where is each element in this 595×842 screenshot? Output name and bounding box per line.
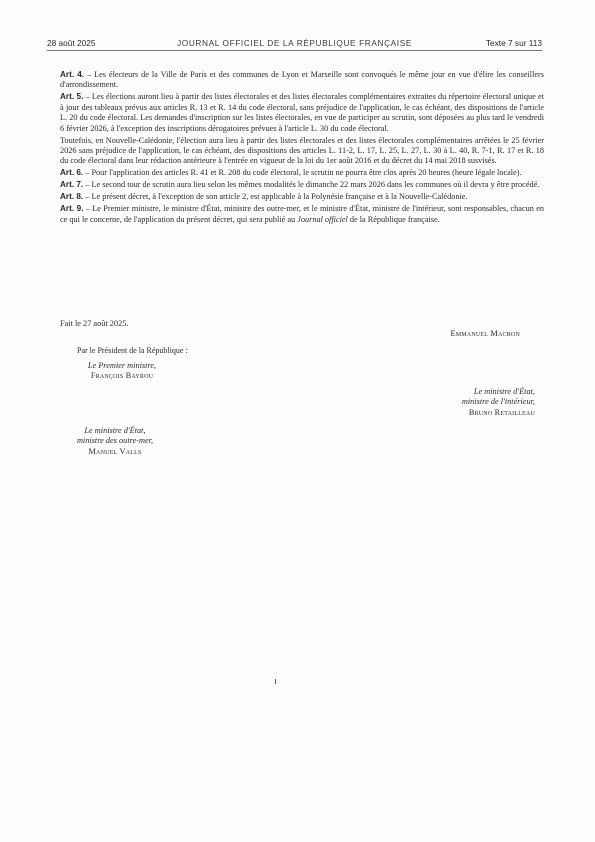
signature-ministre-interieur [420,387,535,418]
signature-president: Emmanuel Macron [450,329,520,338]
article-5 [60,92,544,134]
header-text-number: Texte 7 sur 113 [485,38,542,48]
article-8-label: Art. 8. [60,192,84,202]
article-9-journal-italic: Journal officiel [297,214,348,224]
article-4-label: Art. 4. [60,70,85,79]
article-5-label: Art. 5. [60,92,84,102]
article-7 [60,180,544,190]
article-5-text: – Les élections auront lieu à partir des listes électorales et des listes électorales complémentaires extraites du répertoire électoral unique et à jour des tableaux prévus aux articles R. 13 et R. 14 du code électoral, sans préjudice de l'application, le cas échéant, des dispositions de l'article L. 20 du code électoral. Les demandes d'inscription sur les listes électorales, en vue de participer au scrutin, sont déposées au plus tard le vendredi 6 février 2026, à l'exception des inscriptions dérogatoires prévues à l'article L. 30 du code électoral. [60,92,544,133]
signature-ministre-outremer [30,426,200,457]
scan-speck [275,679,276,684]
article-5-continuation: Toutefois, en Nouvelle-Calédonie, l'élection aura lieu à partir des listes électorales et des listes électorales complémentaires arrêtées le 25 février 2026 sans préjudice de l'application, le cas échéant, des dispositions des articles L. 11-2, L. 17, L. 25, L. 27, L. 30 à L. 40, R. 7-1, R. 17 et R. 18 du code électoral dans leur rédaction antérieure à l'entrée en vigueur de la loi du 1er août 2016 et du décret du 14 mai 2018 susvisés. [60,135,544,166]
outremer-title-1: Le ministre d'État, [84,426,146,435]
article-7-label: Art. 7. [60,180,84,190]
article-7-text: – Le second tour de scrutin aura lieu selon les mêmes modalités le dimanche 22 mars 2026 dans les communes où il devra y être procédé. [83,180,540,190]
article-8 [60,192,544,202]
article-6-text: – Pour l'application des articles R. 41 et R. 208 du code électoral, le scrutin ne pourra être clos après 20 heures (heure légale locale). [83,168,522,178]
interieur-name: Bruno Retailleau [468,407,535,417]
article-4-text: – Les électeurs de la Ville de Paris et des communes de Lyon et Marseille sont convoqués le même jour en vue d'élire les conseillers d'arrondissement. [60,70,544,90]
interieur-title-2: ministre de l'intérieur, [461,397,535,407]
par-le-president: Par le Président de la République : [77,346,188,355]
header-journal-title: JOURNAL OFFICIEL DE LA RÉPUBLIQUE FRANÇAISE [177,38,412,48]
article-9-label: Art. 9. [60,204,84,214]
article-8-text: – Le présent décret, à l'exception de son article 2, est applicable à la Polynésie française et à la Nouvelle-Calédonie. [83,192,468,202]
pm-title: Le Premier ministre, [87,361,157,370]
outremer-title-2: ministre des outre-mer, [76,436,154,446]
interieur-title-1: Le ministre d'État, [473,387,535,396]
header-date: 28 août 2025 [47,38,96,48]
article-6-label: Art. 6. [60,168,84,178]
document-body [60,70,544,227]
fait-date: Fait le 27 août 2025. [60,319,129,328]
article-6 [60,168,544,178]
header-rule [47,50,542,51]
pm-name: François Bayrou [90,371,154,381]
article-9 [60,204,544,225]
article-4 [60,70,544,91]
article-9-text-1: – Le Premier ministre, le ministre d'État, ministre des outre-mer, et le ministre d'État, ministre de l'intérieur, sont responsables, chacun en ce qui le concerne, de l'application du présent décret, qui sera publié au [60,204,544,224]
outremer-name: Manuel Valls [88,446,142,456]
signature-premier-ministre [47,361,197,382]
article-9-text-2: de la République française. [347,214,440,224]
